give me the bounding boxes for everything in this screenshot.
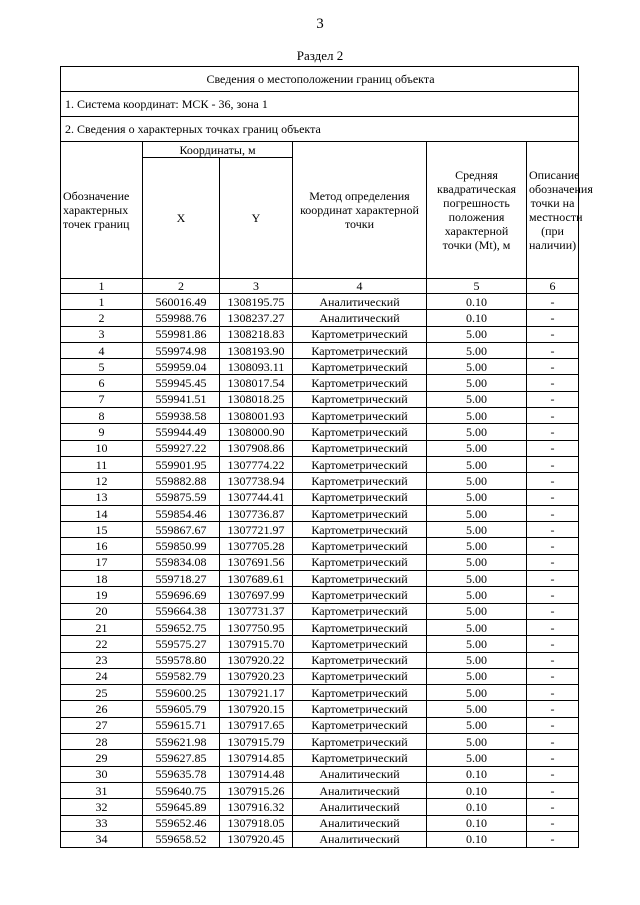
point-number: 22	[61, 636, 143, 652]
error: 5.00	[427, 750, 527, 766]
description: -	[527, 456, 579, 472]
method: Картометрический	[293, 391, 427, 407]
error: 5.00	[427, 538, 527, 554]
error: 0.10	[427, 782, 527, 798]
table-body	[61, 294, 579, 848]
table-row	[61, 522, 579, 538]
header-method: Метод определения координат характерной точки	[293, 142, 427, 279]
point-number: 34	[61, 831, 143, 847]
points-heading-row	[61, 117, 579, 142]
method: Картометрический	[293, 619, 427, 635]
method: Картометрический	[293, 603, 427, 619]
table-row	[61, 375, 579, 391]
error: 5.00	[427, 619, 527, 635]
coord-x: 559981.86	[143, 326, 220, 342]
error: 5.00	[427, 701, 527, 717]
coord-x: 559621.98	[143, 734, 220, 750]
coord-y: 1307916.32	[220, 799, 293, 815]
error: 5.00	[427, 554, 527, 570]
column-number: 2	[143, 279, 220, 294]
error: 5.00	[427, 440, 527, 456]
point-number: 12	[61, 473, 143, 489]
point-number: 5	[61, 359, 143, 375]
method: Картометрический	[293, 375, 427, 391]
point-number: 1	[61, 294, 143, 310]
method: Картометрический	[293, 750, 427, 766]
method: Картометрический	[293, 685, 427, 701]
error: 5.00	[427, 603, 527, 619]
coord-y: 1307920.23	[220, 668, 293, 684]
error: 5.00	[427, 668, 527, 684]
table-row	[61, 538, 579, 554]
method: Картометрический	[293, 522, 427, 538]
table-row	[61, 750, 579, 766]
table-row	[61, 554, 579, 570]
coord-x: 559959.04	[143, 359, 220, 375]
description: -	[527, 701, 579, 717]
table-row	[61, 734, 579, 750]
error: 5.00	[427, 359, 527, 375]
table-row	[61, 310, 579, 326]
coord-y: 1308001.93	[220, 408, 293, 424]
method: Картометрический	[293, 538, 427, 554]
header-description: Описание обозначения точки на местности (при наличии)	[527, 142, 579, 279]
coord-y: 1307915.79	[220, 734, 293, 750]
table-row	[61, 505, 579, 521]
table-row	[61, 456, 579, 472]
error: 5.00	[427, 391, 527, 407]
coord-x: 559938.58	[143, 408, 220, 424]
table-row	[61, 408, 579, 424]
coord-x: 559658.52	[143, 831, 220, 847]
header-designation: Обозначение характерных точек границ	[61, 142, 143, 279]
method: Картометрический	[293, 489, 427, 505]
column-number: 4	[293, 279, 427, 294]
point-number: 28	[61, 734, 143, 750]
error: 5.00	[427, 734, 527, 750]
point-number: 3	[61, 326, 143, 342]
method: Картометрический	[293, 652, 427, 668]
coord-y: 1307920.15	[220, 701, 293, 717]
error: 5.00	[427, 456, 527, 472]
point-number: 23	[61, 652, 143, 668]
point-number: 4	[61, 342, 143, 358]
header-y: Y	[220, 158, 293, 279]
column-numbers-row	[61, 279, 579, 294]
point-number: 19	[61, 587, 143, 603]
description: -	[527, 326, 579, 342]
point-number: 31	[61, 782, 143, 798]
description: -	[527, 587, 579, 603]
method: Картометрический	[293, 456, 427, 472]
point-number: 14	[61, 505, 143, 521]
error: 5.00	[427, 522, 527, 538]
table-row	[61, 359, 579, 375]
coord-y: 1307705.28	[220, 538, 293, 554]
coord-x: 559578.80	[143, 652, 220, 668]
description: -	[527, 440, 579, 456]
coord-x: 559696.69	[143, 587, 220, 603]
table-row	[61, 685, 579, 701]
method: Аналитический	[293, 310, 427, 326]
error: 5.00	[427, 473, 527, 489]
coord-y: 1307697.99	[220, 587, 293, 603]
method: Картометрический	[293, 359, 427, 375]
error: 5.00	[427, 408, 527, 424]
table-row	[61, 766, 579, 782]
method: Аналитический	[293, 799, 427, 815]
coord-x: 559635.78	[143, 766, 220, 782]
coord-y: 1307917.65	[220, 717, 293, 733]
table-row	[61, 815, 579, 831]
coord-x: 559834.08	[143, 554, 220, 570]
coord-x: 559901.95	[143, 456, 220, 472]
description: -	[527, 408, 579, 424]
description: -	[527, 717, 579, 733]
table-row	[61, 440, 579, 456]
table-title-row	[61, 67, 579, 92]
point-number: 7	[61, 391, 143, 407]
method: Картометрический	[293, 668, 427, 684]
point-number: 32	[61, 799, 143, 815]
error: 5.00	[427, 587, 527, 603]
coord-x: 559652.46	[143, 815, 220, 831]
description: -	[527, 636, 579, 652]
coord-y: 1307918.05	[220, 815, 293, 831]
table-row	[61, 652, 579, 668]
description: -	[527, 522, 579, 538]
table-row	[61, 701, 579, 717]
description: -	[527, 538, 579, 554]
coord-y: 1308000.90	[220, 424, 293, 440]
coord-x: 559854.46	[143, 505, 220, 521]
coord-y: 1307750.95	[220, 619, 293, 635]
description: -	[527, 571, 579, 587]
table-row	[61, 717, 579, 733]
coord-x: 559988.76	[143, 310, 220, 326]
coord-y: 1307691.56	[220, 554, 293, 570]
coord-x: 560016.49	[143, 294, 220, 310]
table-row	[61, 294, 579, 310]
coord-x: 559582.79	[143, 668, 220, 684]
coord-y: 1307908.86	[220, 440, 293, 456]
point-number: 9	[61, 424, 143, 440]
coord-x: 559640.75	[143, 782, 220, 798]
method: Картометрический	[293, 636, 427, 652]
table-row	[61, 342, 579, 358]
point-number: 21	[61, 619, 143, 635]
coord-y: 1308017.54	[220, 375, 293, 391]
description: -	[527, 489, 579, 505]
description: -	[527, 375, 579, 391]
table-row	[61, 636, 579, 652]
point-number: 8	[61, 408, 143, 424]
method: Картометрический	[293, 424, 427, 440]
column-number: 5	[427, 279, 527, 294]
coord-x: 559927.22	[143, 440, 220, 456]
point-number: 13	[61, 489, 143, 505]
page-number: 3	[316, 16, 324, 32]
boundary-points-table	[60, 66, 593, 848]
table-row	[61, 326, 579, 342]
coord-x: 559605.79	[143, 701, 220, 717]
error: 5.00	[427, 375, 527, 391]
error: 0.10	[427, 799, 527, 815]
method: Картометрический	[293, 440, 427, 456]
coord-y: 1307721.97	[220, 522, 293, 538]
method: Картометрический	[293, 505, 427, 521]
method: Картометрический	[293, 554, 427, 570]
coord-x: 559718.27	[143, 571, 220, 587]
error: 5.00	[427, 652, 527, 668]
method: Картометрический	[293, 408, 427, 424]
description: -	[527, 603, 579, 619]
coord-y: 1308193.90	[220, 342, 293, 358]
description: -	[527, 668, 579, 684]
coord-y: 1307736.87	[220, 505, 293, 521]
method: Аналитический	[293, 831, 427, 847]
coord-y: 1308093.11	[220, 359, 293, 375]
description: -	[527, 685, 579, 701]
table-row	[61, 668, 579, 684]
section-title: Раздел 2	[296, 48, 344, 63]
column-number: 3	[220, 279, 293, 294]
point-number: 20	[61, 603, 143, 619]
point-number: 25	[61, 685, 143, 701]
coord-x: 559615.71	[143, 717, 220, 733]
coord-y: 1307920.45	[220, 831, 293, 847]
column-number: 6	[527, 279, 579, 294]
method: Картометрический	[293, 326, 427, 342]
table-row	[61, 799, 579, 815]
table-row	[61, 489, 579, 505]
table-row	[61, 424, 579, 440]
description: -	[527, 359, 579, 375]
header-coordinates: Координаты, м	[143, 142, 293, 158]
coord-x: 559645.89	[143, 799, 220, 815]
point-number: 30	[61, 766, 143, 782]
method: Картометрический	[293, 342, 427, 358]
coord-x: 559882.88	[143, 473, 220, 489]
coord-x: 559875.59	[143, 489, 220, 505]
point-number: 11	[61, 456, 143, 472]
coord-y: 1307915.70	[220, 636, 293, 652]
description: -	[527, 652, 579, 668]
table-row	[61, 603, 579, 619]
point-number: 16	[61, 538, 143, 554]
point-number: 27	[61, 717, 143, 733]
coord-y: 1307738.94	[220, 473, 293, 489]
coord-x: 559627.85	[143, 750, 220, 766]
coord-y: 1308218.83	[220, 326, 293, 342]
table-row	[61, 391, 579, 407]
error: 5.00	[427, 326, 527, 342]
coord-x: 559974.98	[143, 342, 220, 358]
point-number: 6	[61, 375, 143, 391]
error: 0.10	[427, 766, 527, 782]
description: -	[527, 782, 579, 798]
header-x: X	[143, 158, 220, 279]
coord-x: 559945.45	[143, 375, 220, 391]
coord-y: 1308195.75	[220, 294, 293, 310]
error: 5.00	[427, 636, 527, 652]
method: Картометрический	[293, 571, 427, 587]
error: 0.10	[427, 815, 527, 831]
coord-y: 1307744.41	[220, 489, 293, 505]
coord-x: 559944.49	[143, 424, 220, 440]
description: -	[527, 766, 579, 782]
coord-x: 559867.67	[143, 522, 220, 538]
coord-y: 1308018.25	[220, 391, 293, 407]
point-number: 10	[61, 440, 143, 456]
coord-y: 1307689.61	[220, 571, 293, 587]
table-row	[61, 587, 579, 603]
table-title: Сведения о местоположении границ объекта	[61, 67, 579, 92]
error: 0.10	[427, 294, 527, 310]
description: -	[527, 473, 579, 489]
coord-y: 1307774.22	[220, 456, 293, 472]
error: 5.00	[427, 342, 527, 358]
method: Аналитический	[293, 766, 427, 782]
method: Картометрический	[293, 717, 427, 733]
point-number: 18	[61, 571, 143, 587]
coord-y: 1307731.37	[220, 603, 293, 619]
description: -	[527, 505, 579, 521]
coord-y: 1307915.26	[220, 782, 293, 798]
error: 5.00	[427, 424, 527, 440]
description: -	[527, 424, 579, 440]
coord-x: 559575.27	[143, 636, 220, 652]
error: 5.00	[427, 489, 527, 505]
table-row	[61, 571, 579, 587]
column-number: 1	[61, 279, 143, 294]
coord-y: 1307921.17	[220, 685, 293, 701]
point-number: 17	[61, 554, 143, 570]
description: -	[527, 554, 579, 570]
table-row	[61, 473, 579, 489]
coord-system-row	[61, 92, 579, 117]
coord-y: 1307920.22	[220, 652, 293, 668]
coord-y: 1308237.27	[220, 310, 293, 326]
coord-x: 559941.51	[143, 391, 220, 407]
coord-system: 1. Система координат: МСК - 36, зона 1	[61, 92, 579, 117]
coord-y: 1307914.48	[220, 766, 293, 782]
method: Аналитический	[293, 815, 427, 831]
point-number: 15	[61, 522, 143, 538]
description: -	[527, 310, 579, 326]
table-row	[61, 782, 579, 798]
error: 5.00	[427, 685, 527, 701]
point-number: 24	[61, 668, 143, 684]
error: 5.00	[427, 571, 527, 587]
method: Картометрический	[293, 587, 427, 603]
point-number: 2	[61, 310, 143, 326]
header-row-1	[61, 142, 579, 158]
method: Картометрический	[293, 734, 427, 750]
coord-x: 559664.38	[143, 603, 220, 619]
description: -	[527, 342, 579, 358]
method: Аналитический	[293, 782, 427, 798]
coord-x: 559850.99	[143, 538, 220, 554]
description: -	[527, 734, 579, 750]
point-number: 29	[61, 750, 143, 766]
method: Картометрический	[293, 701, 427, 717]
method: Аналитический	[293, 294, 427, 310]
table-row	[61, 831, 579, 847]
method: Картометрический	[293, 473, 427, 489]
table-row	[61, 619, 579, 635]
table-head	[61, 67, 593, 294]
error: 0.10	[427, 831, 527, 847]
boundary-points-table-container	[60, 66, 593, 848]
description: -	[527, 750, 579, 766]
points-heading: 2. Сведения о характерных точках границ объекта	[61, 117, 579, 142]
description: -	[527, 831, 579, 847]
coord-x: 559652.75	[143, 619, 220, 635]
header-error: Средняя квадратическая погрешность положения характерной точки (Mt), м	[427, 142, 527, 279]
description: -	[527, 391, 579, 407]
point-number: 26	[61, 701, 143, 717]
description: -	[527, 799, 579, 815]
error: 0.10	[427, 310, 527, 326]
point-number: 33	[61, 815, 143, 831]
description: -	[527, 619, 579, 635]
description: -	[527, 294, 579, 310]
description: -	[527, 815, 579, 831]
coord-y: 1307914.85	[220, 750, 293, 766]
error: 5.00	[427, 717, 527, 733]
coord-x: 559600.25	[143, 685, 220, 701]
error: 5.00	[427, 505, 527, 521]
